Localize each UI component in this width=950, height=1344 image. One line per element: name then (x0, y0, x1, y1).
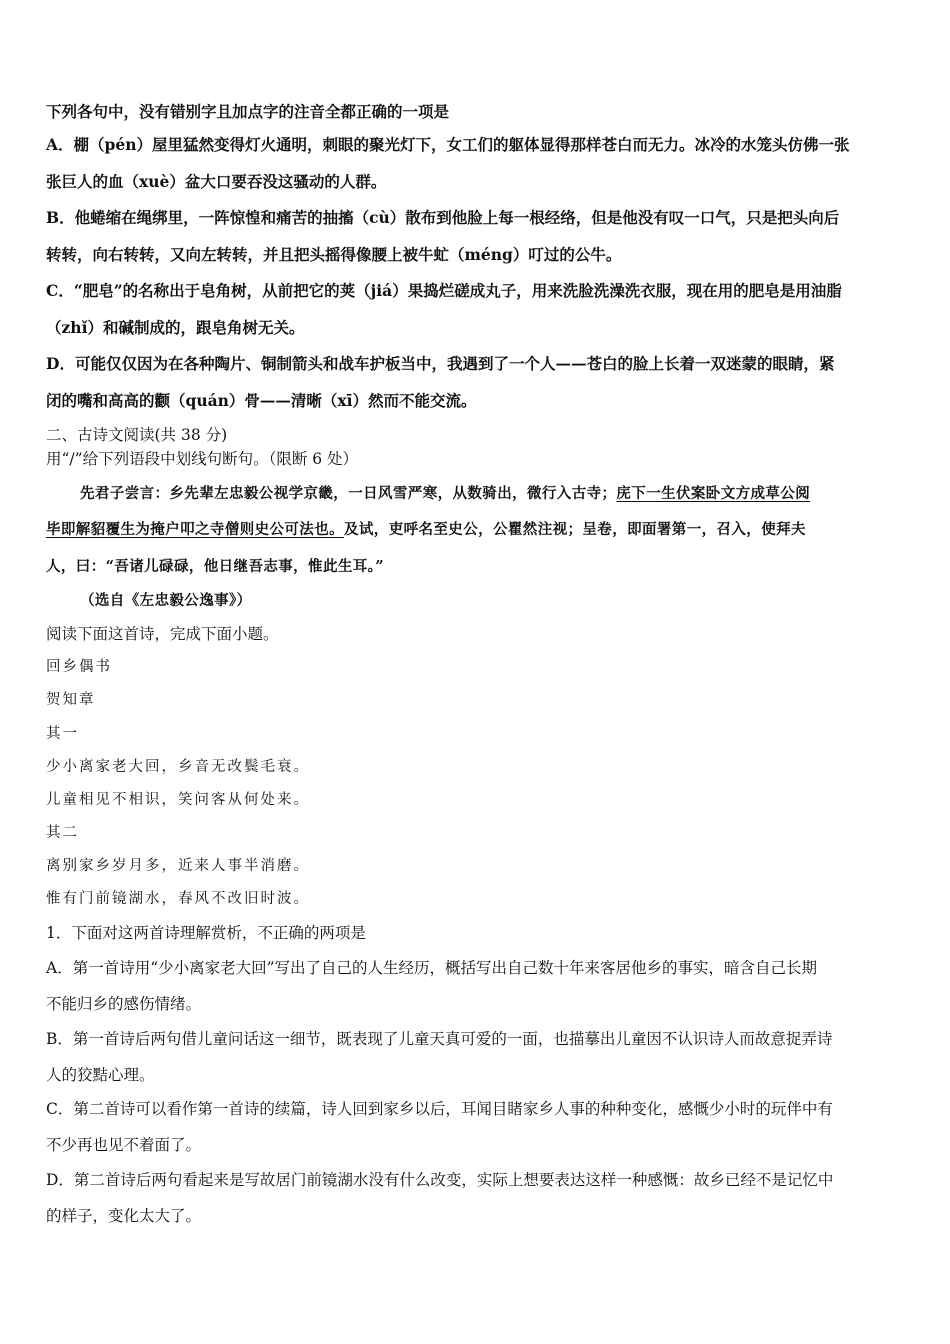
option-a-line-2: 张巨人的血（xuè）盆大口要吞没这骚动的人群。 (46, 172, 387, 191)
q1-option-b-line-1: B．第一首诗后两句借儿童问话这一细节，既表现了儿童天真可爱的一面，也描摹出儿童因不认识诗人而故意捉弄诗 (46, 1030, 833, 1048)
poem-part-1-line-1: 少小离家老大回，乡音无改鬓毛衰。 (46, 759, 310, 775)
option-d-line-1: D．可能仅仅因为在各种陶片、铜制箭头和战车护板当中，我遇到了一个人——苍白的脸上长着一双迷蒙的眼睛，紧 (46, 354, 835, 373)
poem-intro: 阅读下面这首诗，完成下面小题。 (46, 625, 279, 643)
question-intro: 下列各句中，没有错别字且加点字的注音全都正确的一项是 (46, 102, 450, 121)
classical-text-line-2: 毕即解貂覆生为掩户叩之寺僧则史公可法也。及试，吏呼名至史公，公瞿然注视；呈卷，即面署第一，召入，使拜夫 (46, 521, 806, 538)
poem-title: 回乡偶书 (46, 659, 112, 675)
option-a-line-1: A．棚（pén）屋里猛然变得灯火通明，刺眼的聚光灯下，女工们的躯体显得那样苍白而无力。冰冷的水笼头仿佛一张 (46, 135, 850, 154)
q1-option-a-line-1: A．第一首诗用“少小离家老大回”写出了自己的人生经历，概括写出自己数十年来客居他乡的事实，暗含自己长期 (46, 959, 818, 977)
poem-part-2-label: 其二 (46, 825, 79, 841)
q1-option-b-line-2: 人的狡黠心理。 (46, 1066, 155, 1084)
q1-option-c-line-2: 不少再也见不着面了。 (46, 1136, 202, 1154)
q1-option-a-line-2: 不能归乡的感伤情绪。 (46, 995, 202, 1013)
option-c-line-1: C．“肥皂”的名称出于皂角树，从前把它的荚（jiá）果捣烂磋成丸子，用来洗脸洗澡洗衣服，现在用的肥皂是用油脂 (46, 281, 842, 300)
q1-option-c-line-1: C．第二首诗可以看作第一首诗的续篇，诗人回到家乡以后，耳闻目睹家乡人事的种种变化，感慨少小时的玩伴中有 (46, 1100, 833, 1118)
question-1-stem: 1．下面对这两首诗理解赏析，不正确的两项是 (46, 924, 366, 942)
option-d-line-2: 闭的嘴和高高的颧（quán）骨——清晰（xī）然而不能交流。 (46, 391, 477, 410)
classical-text-line-3: 人，曰：“吾诸儿碌碌，他日继吾志事，惟此生耳。” (46, 558, 385, 575)
poem-part-2-line-2: 惟有门前镜湖水，春风不改旧时波。 (46, 891, 310, 907)
section-two-title: 二、古诗文阅读(共 38 分) (46, 426, 228, 444)
classical-text-line-1: 先君子尝言：乡先辈左忠毅公视学京畿，一日风雪严寒，从数骑出，微行入古寺；庑下一生伏案卧文方成草公阅 (80, 485, 811, 502)
poem-part-1-label: 其一 (46, 726, 79, 742)
option-c-line-2: （zhǐ）和碱制成的，跟皂角树无关。 (46, 318, 305, 337)
q1-option-d-line-1: D．第二首诗后两句看起来是写故居门前镜湖水没有什么改变，实际上想要表达这样一种感慨：故乡已经不是记忆中 (46, 1171, 834, 1189)
q1-option-d-line-2: 的样子，变化太大了。 (46, 1207, 202, 1225)
punctuation-instruction: 用“/”给下列语段中划线句断句。（限断 6 处） (46, 450, 359, 468)
classical-source: （选自《左忠毅公逸事》） (80, 592, 252, 609)
underlined-sentence-part-2: 毕即解貂覆生为掩户叩之寺僧则史公可法也。 (46, 521, 344, 538)
poem-part-2-line-1: 离别家乡岁月多，近来人事半消磨。 (46, 858, 310, 874)
underlined-sentence-part-1: 庑下一生伏案卧文方成草公阅 (616, 485, 811, 502)
option-b-line-1: B．他蜷缩在绳绑里，一阵惊惶和痛苦的抽搐（cù）散布到他脸上每一根经络，但是他没有叹一口气，只是把头向后 (46, 208, 840, 227)
option-b-line-2: 转转，向右转转，又向左转转，并且把头摇得像腰上被牛虻（méng）叮过的公牛。 (46, 245, 622, 264)
poem-author: 贺知章 (46, 692, 96, 708)
poem-part-1-line-2: 儿童相见不相识，笑问客从何处来。 (46, 792, 310, 808)
